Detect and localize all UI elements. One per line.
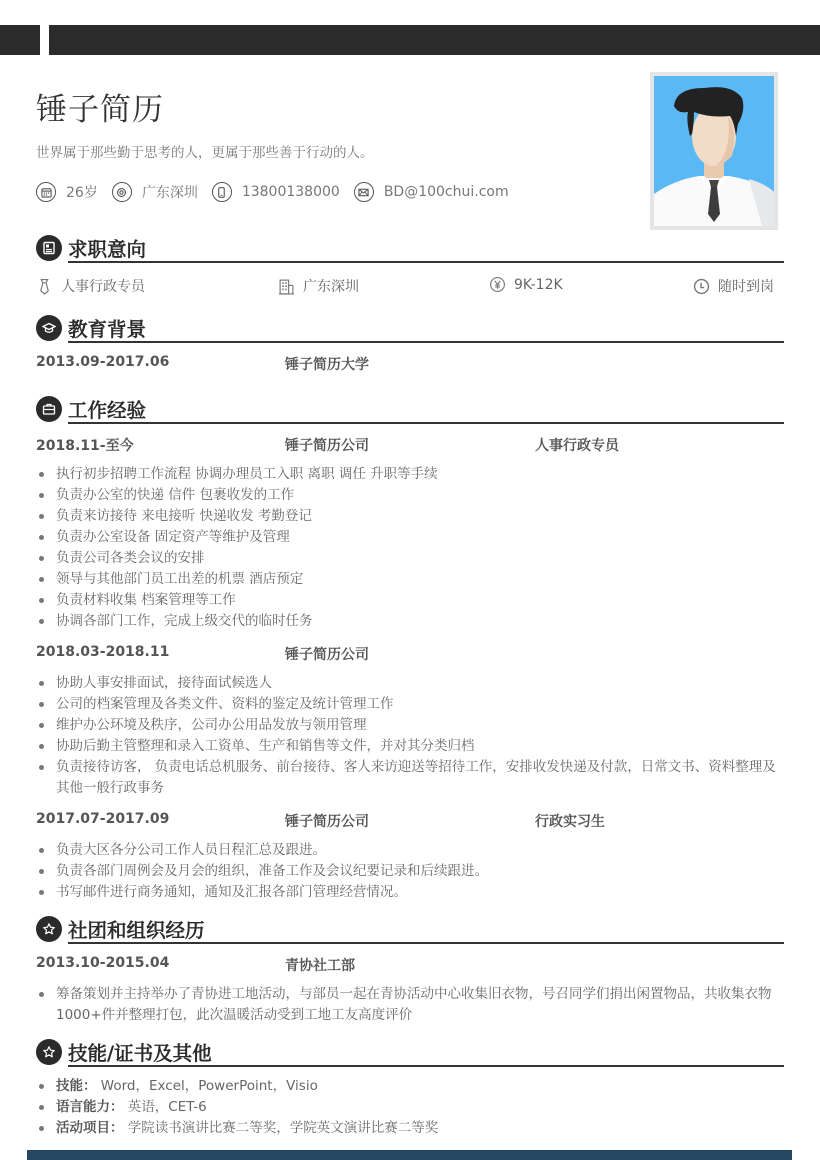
list-item: 负责大区各分公司工作人员日程汇总及跟进。 bbox=[36, 840, 784, 861]
section-education bbox=[36, 313, 784, 343]
skill-value: 学院读书演讲比赛二等奖，学院英文演讲比赛二等奖 bbox=[127, 1120, 439, 1136]
briefcase-icon bbox=[36, 396, 62, 422]
education-entry bbox=[36, 354, 784, 374]
info-age bbox=[36, 182, 98, 202]
section-divider bbox=[68, 942, 784, 944]
skill-label: 技能： bbox=[56, 1078, 97, 1094]
star-icon bbox=[36, 916, 62, 942]
section-title: 工作经验 bbox=[68, 399, 147, 422]
resume-card-icon bbox=[36, 235, 62, 261]
personal-info-row bbox=[36, 181, 523, 203]
email-text: BD@100chui.com bbox=[383, 184, 509, 200]
list-item: 负责公司各类会议的安排 bbox=[36, 548, 784, 569]
location-text: 广东深圳 bbox=[141, 185, 198, 201]
entry-date: 2013.09-2017.06 bbox=[36, 354, 170, 370]
info-location bbox=[112, 182, 198, 202]
intent-position bbox=[36, 276, 145, 296]
skill-item bbox=[36, 1118, 784, 1139]
graduation-cap-icon bbox=[36, 315, 62, 341]
section-divider bbox=[68, 261, 784, 263]
info-email bbox=[354, 182, 509, 202]
age-text: 26岁 bbox=[66, 185, 98, 201]
work-entry-head bbox=[36, 811, 784, 831]
intent-city-text: 广东深圳 bbox=[303, 279, 359, 295]
skill-label: 活动项目： bbox=[56, 1120, 124, 1136]
entry-company: 锤子简历公司 bbox=[285, 814, 369, 830]
club-entry-bullets bbox=[36, 984, 784, 1026]
list-item: 协助人事安排面试，接待面试候选人 bbox=[36, 673, 784, 694]
intent-salary bbox=[489, 276, 563, 293]
entry-date: 2013.10-2015.04 bbox=[36, 955, 170, 971]
list-item: 负责各部门周例会及月会的组织，准备工作及会议纪要记录和后续跟进。 bbox=[36, 861, 784, 882]
bottom-bar bbox=[27, 1150, 792, 1160]
intent-availability-text: 随时到岗 bbox=[718, 279, 774, 295]
clock-icon bbox=[693, 278, 710, 295]
resume-name: 锤子简历 bbox=[36, 92, 164, 128]
list-item: 负责来访接待 来电接听 快递收发 考勤登记 bbox=[36, 506, 784, 527]
entry-organization: 青协社工部 bbox=[285, 958, 355, 974]
list-item: 筹备策划并主持举办了青协进工地活动，与部员一起在青协活动中心收集旧衣物，号召同学们捐出闲置物品，共收集衣物1000+件并整理打包，此次温暖活动受到工地工友高度评价 bbox=[36, 984, 784, 1026]
yen-icon bbox=[489, 276, 506, 293]
intent-availability bbox=[693, 276, 774, 296]
work-entry-bullets bbox=[36, 673, 784, 799]
entry-role: 人事行政专员 bbox=[535, 438, 619, 454]
list-item: 负责办公室的快递 信件 包裹收发的工作 bbox=[36, 485, 784, 506]
entry-company: 锤子简历公司 bbox=[285, 647, 369, 663]
list-item: 执行初步招聘工作流程 协调办理员工入职 离职 调任 升职等手续 bbox=[36, 464, 784, 485]
list-item: 维护办公环境及秩序，公司办公用品发放与领用管理 bbox=[36, 715, 784, 736]
section-club bbox=[36, 914, 784, 944]
tie-icon bbox=[36, 278, 53, 295]
info-phone bbox=[212, 182, 340, 202]
section-job-intent bbox=[36, 233, 784, 263]
calendar-icon bbox=[36, 182, 56, 202]
section-divider bbox=[68, 1065, 784, 1067]
work-entry-head bbox=[36, 435, 784, 455]
section-title: 社团和组织经历 bbox=[68, 919, 205, 942]
star-icon bbox=[36, 1039, 62, 1065]
club-entry-head bbox=[36, 955, 784, 975]
phone-text: 13800138000 bbox=[241, 184, 340, 200]
building-icon bbox=[278, 278, 295, 295]
work-entry-bullets bbox=[36, 464, 784, 632]
entry-date: 2018.03-2018.11 bbox=[36, 644, 170, 660]
section-divider bbox=[68, 422, 784, 424]
section-work bbox=[36, 394, 784, 424]
section-title: 教育背景 bbox=[68, 318, 147, 341]
skill-label: 语言能力： bbox=[56, 1099, 124, 1115]
intent-salary-text: 9K-12K bbox=[514, 276, 563, 293]
intent-city bbox=[278, 276, 359, 296]
list-item: 协助后勤主管整理和录入工资单、生产和销售等文件，并对其分类归档 bbox=[36, 736, 784, 757]
list-item: 协调各部门工作，完成上级交代的临时任务 bbox=[36, 611, 784, 632]
skill-value: Word，Excel，PowerPoint，Visio bbox=[100, 1078, 318, 1094]
entry-date: 2018.11-至今 bbox=[36, 438, 134, 454]
entry-date: 2017.07-2017.09 bbox=[36, 811, 170, 827]
avatar bbox=[654, 76, 774, 226]
skill-item bbox=[36, 1076, 784, 1097]
list-item: 负责接待访客， 负责电话总机服务、前台接待、客人来访迎送等招待工作，安排收发快递及付款，日常文书、资料整理及其他一般行政事务 bbox=[36, 757, 784, 799]
skill-value: 英语，CET-6 bbox=[127, 1099, 207, 1115]
skill-item bbox=[36, 1097, 784, 1118]
profile-photo bbox=[650, 72, 778, 230]
section-title: 求职意向 bbox=[68, 238, 147, 261]
entry-school: 锤子简历大学 bbox=[285, 357, 369, 373]
job-intent-row bbox=[36, 276, 784, 298]
entry-company: 锤子简历公司 bbox=[285, 438, 369, 454]
list-item: 领导与其他部门员工出差的机票 酒店预定 bbox=[36, 569, 784, 590]
intent-position-text: 人事行政专员 bbox=[61, 279, 145, 295]
list-item: 负责办公室设备 固定资产等维护及管理 bbox=[36, 527, 784, 548]
list-item: 负责材料收集 档案管理等工作 bbox=[36, 590, 784, 611]
work-entry-bullets bbox=[36, 840, 784, 903]
location-icon bbox=[112, 182, 132, 202]
motto: 世界属于那些勤于思考的人，更属于那些善于行动的人。 bbox=[36, 145, 374, 161]
work-entry-head bbox=[36, 644, 784, 664]
top-bar-right bbox=[49, 25, 820, 55]
section-skills bbox=[36, 1037, 784, 1067]
phone-icon bbox=[212, 182, 232, 202]
entry-role: 行政实习生 bbox=[535, 814, 605, 830]
section-divider bbox=[68, 341, 784, 343]
list-item: 书写邮件进行商务通知，通知及汇报各部门管理经营情况。 bbox=[36, 882, 784, 903]
list-item: 公司的档案管理及各类文件、资料的鉴定及统计管理工作 bbox=[36, 694, 784, 715]
top-bar-left bbox=[0, 25, 40, 55]
section-title: 技能/证书及其他 bbox=[68, 1042, 212, 1065]
mail-icon bbox=[354, 182, 374, 202]
skills-list bbox=[36, 1076, 784, 1139]
